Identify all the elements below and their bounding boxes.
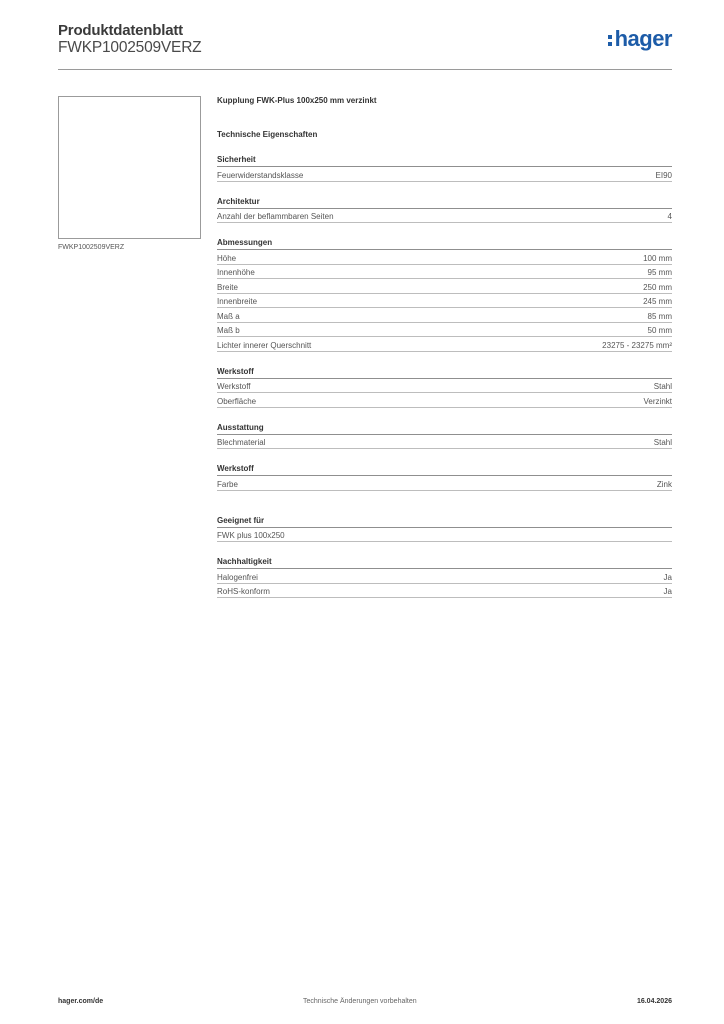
section-title: Abmessungen <box>217 238 672 250</box>
property-value: Stahl <box>653 382 672 391</box>
property-label: Lichter innerer Querschnitt <box>217 340 312 350</box>
property-label: Oberfläche <box>217 396 257 406</box>
section-title: Architektur <box>217 197 672 209</box>
property-value: Zink <box>656 479 672 489</box>
property-row <box>217 476 672 491</box>
property-label: Innenbreite <box>217 297 258 306</box>
product-details <box>217 96 672 598</box>
section-geeignet-fuer <box>217 516 672 543</box>
property-value: 4 <box>667 212 672 221</box>
section-title: Geeignet für <box>217 516 672 528</box>
property-row <box>217 584 672 599</box>
section-abmessungen <box>217 238 672 352</box>
logo-colon-icon <box>608 35 612 46</box>
property-row <box>217 569 672 584</box>
property-row <box>217 250 672 265</box>
section-ausstattung <box>217 423 672 450</box>
property-label: Innenhöhe <box>217 268 255 277</box>
section-sicherheit <box>217 155 672 182</box>
footer-disclaimer: Technische Änderungen vorbehalten <box>303 998 417 1005</box>
property-label: RoHS-konform <box>217 587 270 596</box>
property-value: 85 mm <box>647 311 672 321</box>
document-title: Produktdatenblatt <box>58 22 183 39</box>
property-value: 245 mm <box>643 297 672 306</box>
property-value: 100 mm <box>643 253 672 263</box>
property-row <box>217 393 672 408</box>
logo-text: hager <box>614 26 672 51</box>
section-nachhaltigkeit <box>217 557 672 598</box>
property-value: EI90 <box>655 170 672 180</box>
section-werkstoff-farbe <box>217 464 672 491</box>
property-row <box>217 265 672 280</box>
property-row <box>217 209 672 224</box>
property-value: Ja <box>663 572 672 582</box>
section-title: Ausstattung <box>217 423 672 435</box>
property-label: Feuerwiderstandsklasse <box>217 170 304 180</box>
hager-logo[interactable] <box>608 28 672 50</box>
property-label: Anzahl der beflammbaren Seiten <box>217 212 334 221</box>
product-sku: FWKP1002509VERZ <box>58 39 202 56</box>
product-image-caption: FWKP1002509VERZ <box>58 244 125 251</box>
property-row <box>217 379 672 394</box>
property-row <box>217 528 672 543</box>
section-werkstoff <box>217 367 672 408</box>
section-title: Werkstoff <box>217 464 672 476</box>
property-value: 50 mm <box>647 326 672 335</box>
property-value: Ja <box>663 587 672 596</box>
property-label: Breite <box>217 282 238 292</box>
section-title: Werkstoff <box>217 367 672 379</box>
property-label: Maß a <box>217 311 240 321</box>
property-label: FWK plus 100x250 <box>217 531 285 540</box>
properties-heading: Technische Eigenschaften <box>217 130 318 139</box>
product-image-placeholder <box>58 96 201 239</box>
property-label: Maß b <box>217 326 240 335</box>
property-label: Farbe <box>217 479 238 489</box>
property-value: 23275 - 23275 mm² <box>602 340 672 350</box>
section-architektur <box>217 197 672 224</box>
property-row <box>217 294 672 309</box>
property-label: Werkstoff <box>217 382 251 391</box>
property-value: Verzinkt <box>643 396 672 406</box>
property-row <box>217 337 672 352</box>
property-value: 95 mm <box>647 268 672 277</box>
property-label: Blechmaterial <box>217 438 266 447</box>
footer-date: 16.04.2026 <box>636 998 672 1005</box>
section-title: Sicherheit <box>217 155 672 167</box>
property-row <box>217 279 672 294</box>
property-label: Halogenfrei <box>217 572 258 582</box>
property-label: Höhe <box>217 253 237 263</box>
property-row <box>217 167 672 182</box>
document-header <box>58 22 672 70</box>
property-value: Stahl <box>653 438 672 447</box>
product-title: Kupplung FWK-Plus 100x250 mm verzinkt <box>217 96 377 105</box>
property-row <box>217 435 672 450</box>
property-value: 250 mm <box>643 282 672 292</box>
property-row <box>217 323 672 338</box>
footer-website-link[interactable]: hager.com/de <box>58 998 104 1005</box>
property-row <box>217 308 672 323</box>
section-title: Nachhaltigkeit <box>217 557 672 569</box>
